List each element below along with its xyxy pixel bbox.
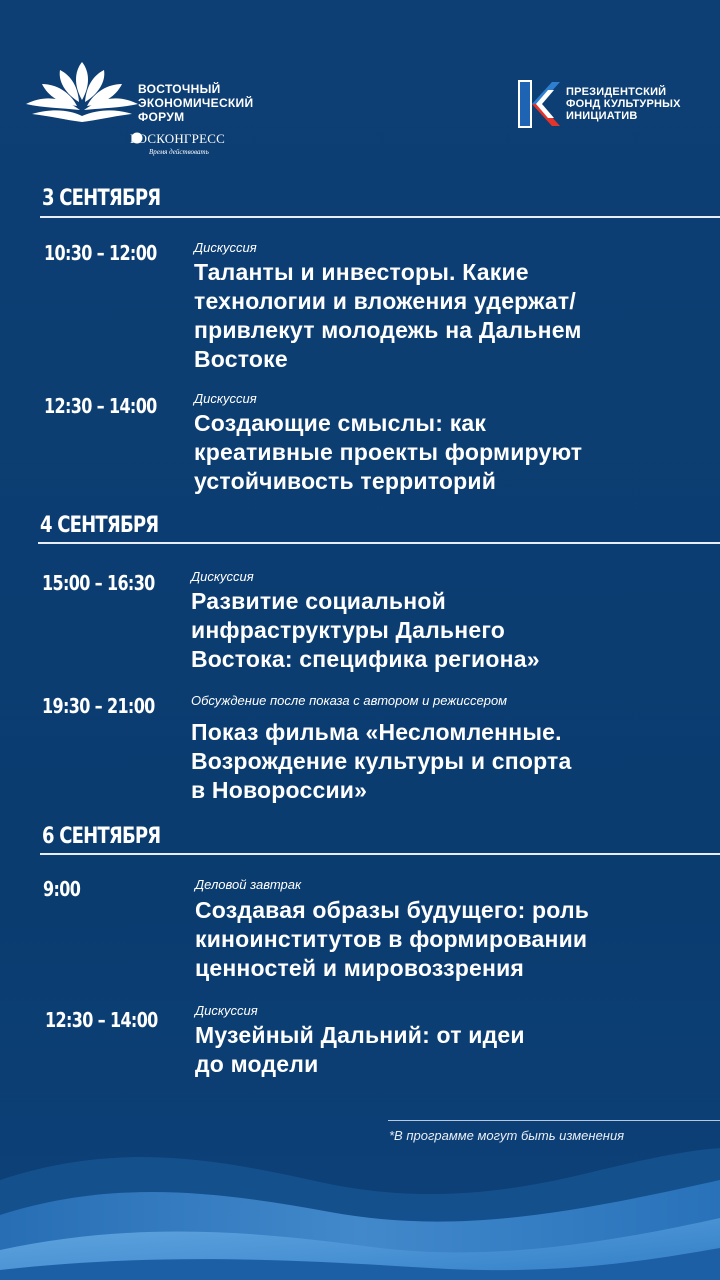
event-title-line: устойчивость территорий [194, 468, 497, 494]
event-time: 12:30 – 14:00 [45, 1008, 158, 1032]
event-title [195, 896, 589, 983]
event-title [191, 718, 572, 805]
eef-logo-text [138, 82, 253, 124]
event-title-line: привлекут молодежь на Дальнем [194, 317, 582, 343]
event-time: 12:30 – 14:00 [44, 394, 157, 418]
roscongress-name: РОСКОНГРЕСС [130, 131, 225, 146]
eef-line-3: ФОРУМ [138, 110, 185, 124]
event-title [191, 587, 540, 674]
event-title-line: Таланты и инвесторы. Какие [194, 259, 529, 285]
pfki-line-2: ФОНД КУЛЬТУРНЫХ [566, 98, 681, 110]
event-kind: Дискуссия [195, 1003, 258, 1018]
eef-line-2: ЭКОНОМИЧЕСКИЙ [138, 96, 254, 110]
event-kind: Обсуждение после показа с автором и режиссером [191, 693, 508, 708]
pfki-logo-icon [518, 80, 560, 128]
event-title-line: Востока: специфика региона» [191, 646, 540, 672]
event-title-line: технологии и вложения удержат/ [194, 288, 576, 314]
event-time: 9:00 [43, 877, 81, 901]
event-title [194, 409, 582, 496]
event-title-line: до модели [195, 1051, 319, 1077]
event-kind: Деловой завтрак [195, 877, 302, 892]
event-title-line: Создавая образы будущего: роль [195, 897, 590, 923]
day-heading: 3 СЕНТЯБРЯ [42, 186, 161, 211]
event-title-line: инфраструктуры Дальнего [191, 617, 506, 643]
day-divider [38, 542, 720, 544]
event-title [195, 1021, 525, 1079]
pfki-line-3: ИНИЦИАТИВ [566, 110, 638, 122]
event-time: 15:00 – 16:30 [42, 571, 155, 595]
event-title [194, 258, 582, 374]
event-title-line: в Новороссии» [191, 777, 368, 803]
event-title-line: Развитие социальной [191, 588, 446, 614]
event-title-line: Востоке [194, 346, 288, 372]
pfki-line-1: ПРЕЗИДЕНТСКИЙ [566, 86, 667, 98]
day-divider [40, 216, 720, 218]
event-title-line: Создающие смыслы: как [194, 410, 487, 436]
event-title-line: креативные проекты формируют [194, 439, 583, 465]
roscongress-tagline: Время действовать [149, 148, 209, 156]
day-divider [40, 853, 720, 855]
event-title-line: ценностей и мировоззрения [195, 955, 525, 981]
event-title-line: киноинститутов в формировании [195, 926, 588, 952]
event-time: 10:30 – 12:00 [44, 241, 157, 265]
wave-decoration [0, 1120, 720, 1280]
event-title-line: Показ фильма «Несломленные. [191, 719, 562, 745]
day-heading: 6 СЕНТЯБРЯ [42, 824, 161, 849]
event-title-line: Возрождение культуры и спорта [191, 748, 572, 774]
event-title-line: Музейный Дальний: от идеи [195, 1022, 525, 1048]
eef-line-1: ВОСТОЧНЫЙ [138, 82, 221, 96]
event-kind: Дискуссия [191, 569, 254, 584]
event-time: 19:30 – 21:00 [42, 694, 155, 718]
event-kind: Дискуссия [194, 391, 257, 406]
day-heading: 4 СЕНТЯБРЯ [40, 513, 159, 538]
pfki-logo-text [566, 86, 681, 122]
footer-note: *В программе могут быть изменения [389, 1128, 625, 1143]
event-kind: Дискуссия [194, 240, 257, 255]
